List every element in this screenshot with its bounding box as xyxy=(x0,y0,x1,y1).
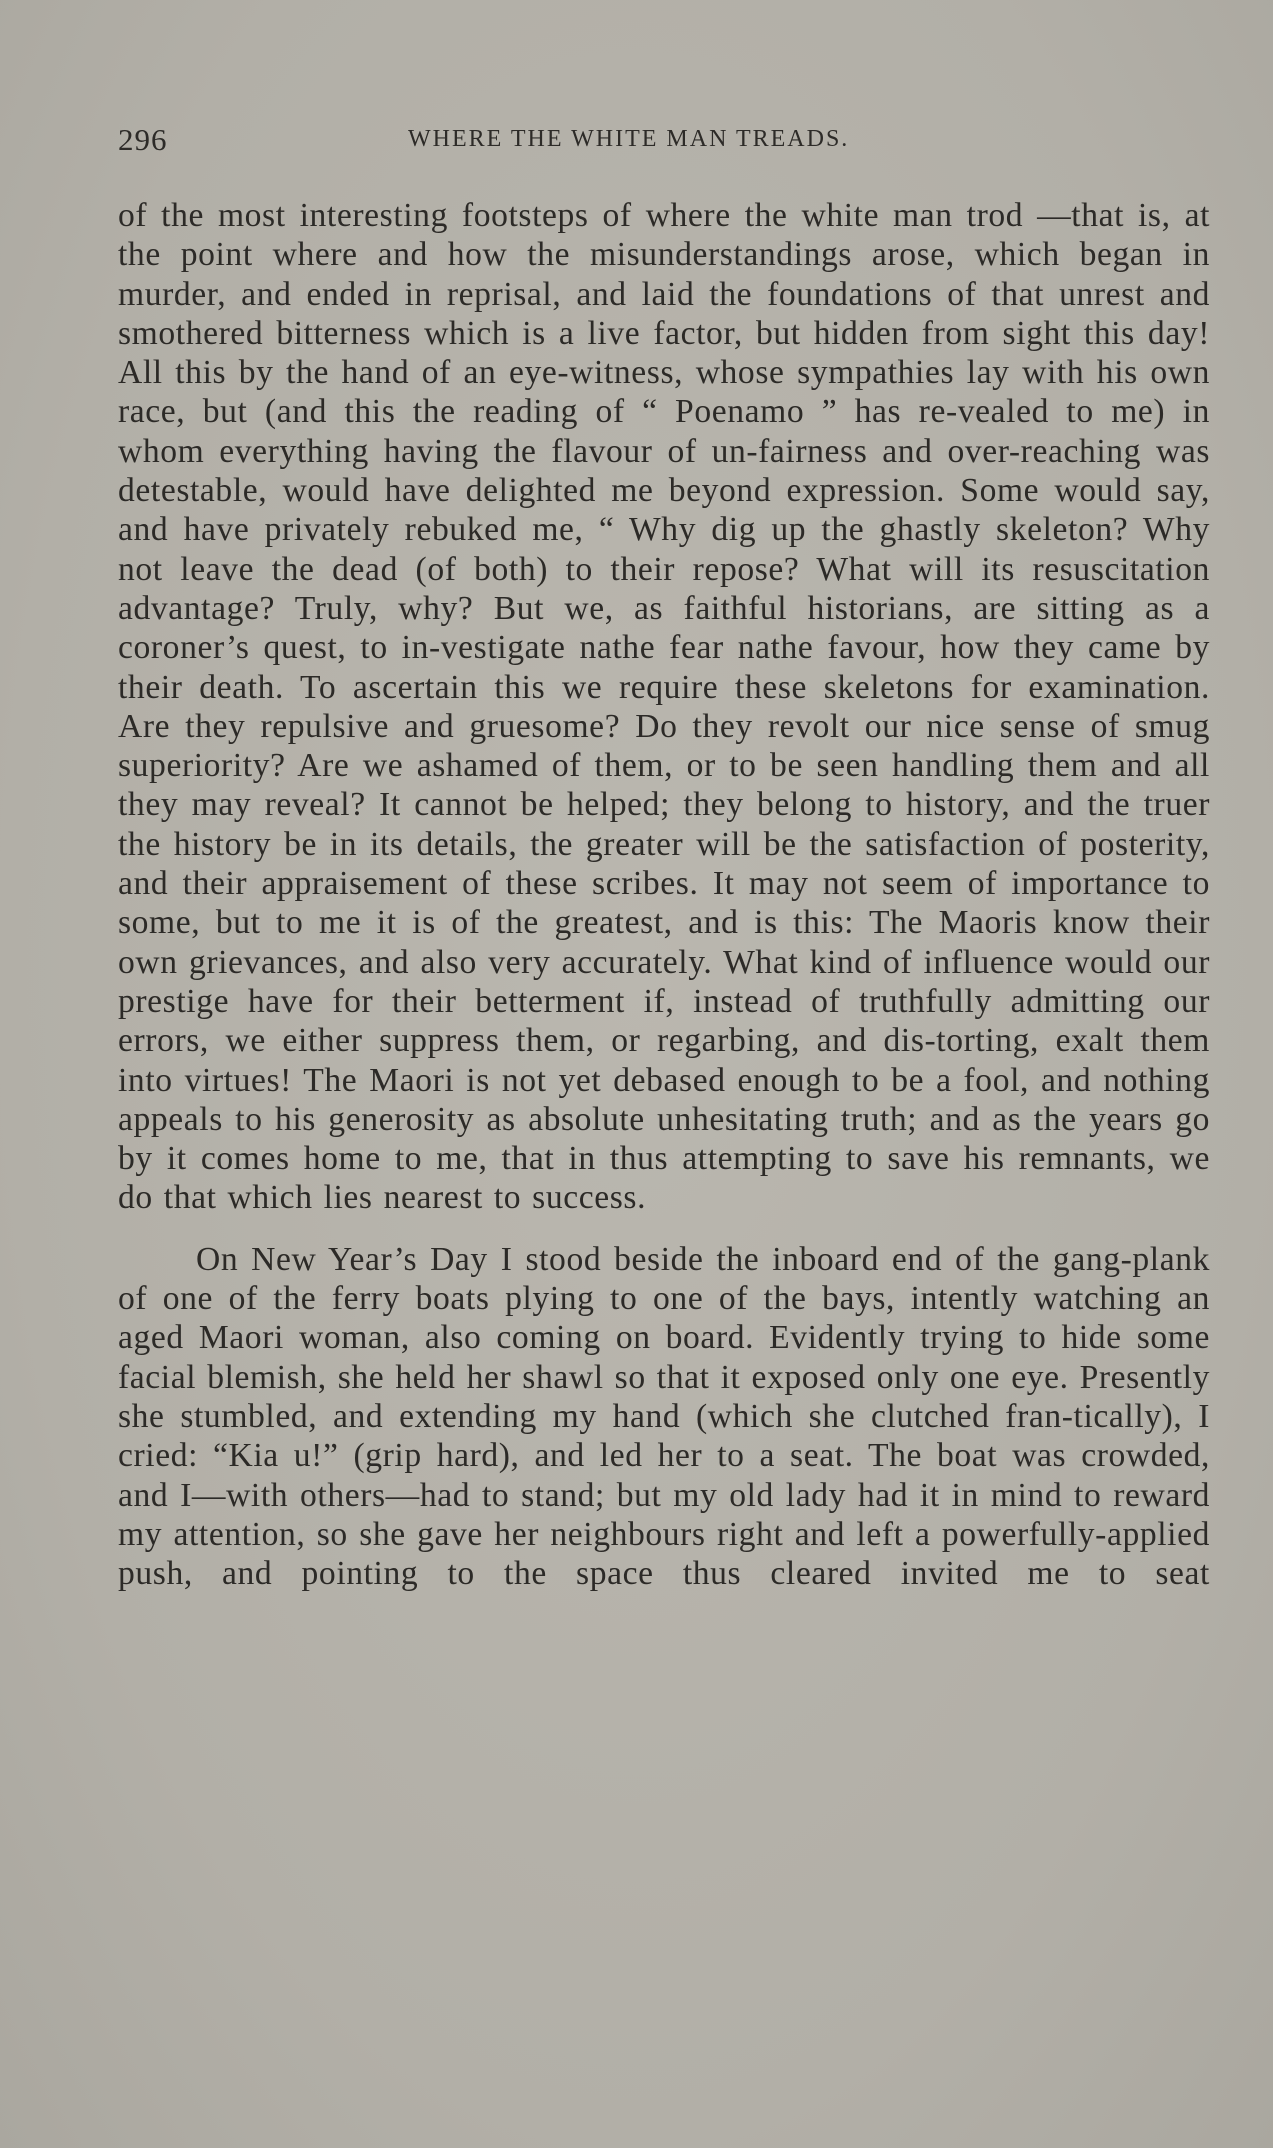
running-head: WHERE THE WHITE MAN TREADS. xyxy=(408,126,850,152)
page-number: 296 xyxy=(118,122,168,157)
page-header xyxy=(118,122,1210,162)
paragraph-1: of the most interesting footsteps of where the white man trod —that is, at the point where and how the misunderstandings arose, which began in murder, and ended in reprisal, and laid the foundations of that unrest and smothered bitterness which is a live factor, but hidden from sight this day! All this by the hand of an eye-witness, whose sympathies lay with his own race, but (and this the reading of “ Poenamo ” has re-vealed to me) in whom everything having the flavour of un-fairness and over-reaching was detestable, would have delighted me beyond expression. Some would say, and have privately rebuked me, “ Why dig up the ghastly skeleton? Why not leave the dead (of both) to their repose? What will its resuscitation advantage? Truly, why? But we, as faithful historians, are sitting as a coroner’s quest, to in-vestigate nathe fear nathe favour, how they came by their death. To ascertain this we require these skeletons for examination. Are they repulsive and gruesome? Do they revolt our nice sense of smug superiority? Are we ashamed of them, or to be seen handling them and all they may reveal? It cannot be helped; they belong to history, and the truer the history be in its details, the greater will be the satisfaction of posterity, and their appraisement of these scribes. It may not seem of importance to some, but to me it is of the greatest, and is this: The Maoris know their own grievances, and also very accurately. What kind of influence would our prestige have for their betterment if, instead of truthfully admitting our errors, we either suppress them, or regarbing, and dis-torting, exalt them into virtues! The Maori is not yet debased enough to be a fool, and nothing appeals to his generosity as absolute unhesitating truth; and as the years go by it comes home to me, that in thus attempting to save his remnants, we do that which lies nearest to success. xyxy=(118,197,1210,1217)
body-text xyxy=(118,196,1210,1593)
paragraph-2: On New Year’s Day I stood beside the inboard end of the gang-plank of one of the ferry boats plying to one of the bays, intently watching an aged Maori woman, also coming on board. Evidently trying to hide some facial blemish, she held her shawl so that it exposed only one eye. Presently she stumbled, and extending my hand (which she clutched fran-tically), I cried: “Kia u!” (grip hard), and led her to a seat. The boat was crowded, and I—with others—had to stand; but my old lady had it in mind to reward my attention, so she gave her neighbours right and left a powerfully-applied push, and pointing to the space thus cleared invited me to seat xyxy=(118,1240,1210,1593)
